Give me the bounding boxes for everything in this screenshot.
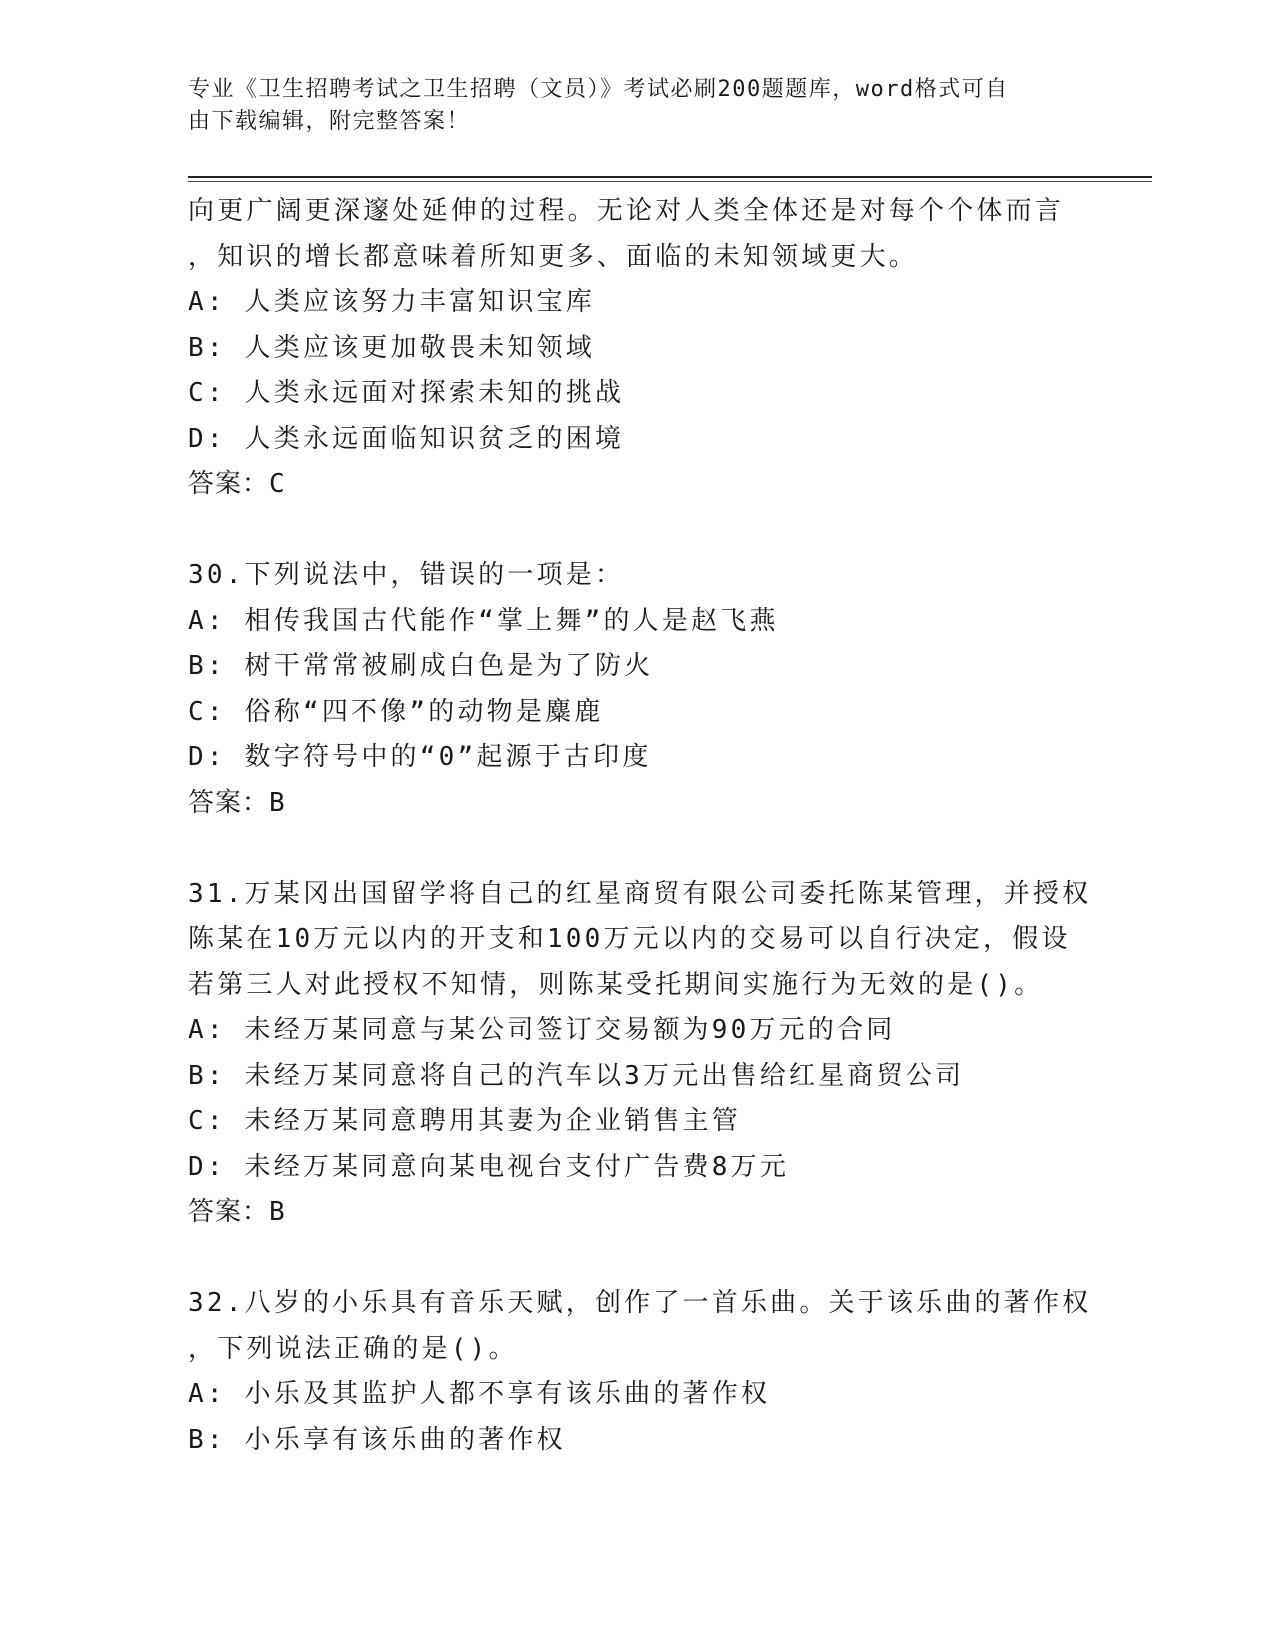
option-a: A: 人类应该努力丰富知识宝库 — [188, 287, 595, 317]
question-text-line: ，下列说法正确的是()。 — [188, 1333, 518, 1364]
option-a: A: 小乐及其监护人都不享有该乐曲的著作权 — [188, 1379, 771, 1409]
header-line-1: 专业《卫生招聘考试之卫生招聘（文员）》考试必刷200题题库，word格式可自 — [188, 77, 1009, 102]
spacer — [188, 508, 1088, 554]
header-divider-thin — [188, 181, 1152, 182]
option-d: D: 数字符号中的“0”起源于古印度 — [188, 742, 652, 772]
answer-line: 答案：B — [188, 787, 286, 818]
answer-line: 答案：B — [188, 1197, 286, 1227]
spacer — [188, 1236, 1088, 1282]
option-a: A: 相传我国古代能作“掌上舞”的人是赵飞燕 — [188, 605, 779, 636]
question-text-line: 31.万某冈出国留学将自己的红星商贸有限公司委托陈某管理，并授权 — [188, 878, 1092, 909]
answer-line: 答案：C — [188, 469, 286, 499]
document-header — [188, 74, 1068, 138]
header-line-2: 由下载编辑，附完整答案！ — [188, 109, 471, 134]
option-b: B: 树干常常被刷成白色是为了防火 — [188, 651, 654, 681]
spacer — [188, 826, 1088, 872]
header-divider-thick — [188, 176, 1152, 178]
option-b: B: 未经万某同意将自己的汽车以3万元出售给红星商贸公司 — [188, 1060, 965, 1091]
question-block-30 — [188, 553, 1088, 826]
option-d: D: 人类永远面临知识贫乏的困境 — [188, 423, 625, 454]
question-text-line: 若第三人对此授权不知情，则陈某受托期间实施行为无效的是()。 — [188, 969, 1044, 1000]
option-b: B: 人类应该更加敬畏未知领域 — [188, 332, 595, 363]
question-block-32 — [188, 1281, 1092, 1463]
question-text-line: ，知识的增长都意味着所知更多、面临的未知领域更大。 — [188, 241, 919, 272]
option-c: C: 未经万某同意聘用其妻为企业销售主管 — [188, 1106, 741, 1136]
question-block-continued — [188, 189, 1088, 508]
question-text-line: 向更广阔更深邃处延伸的过程。无论对人类全体还是对每个个体而言 — [188, 196, 1065, 226]
option-b: B: 小乐享有该乐曲的著作权 — [188, 1424, 566, 1455]
document-body — [188, 189, 1092, 1463]
question-text-line: 32.八岁的小乐具有音乐天赋，创作了一首乐曲。关于该乐曲的著作权 — [188, 1288, 1092, 1318]
option-c: C: 俗称“四不像”的动物是麋鹿 — [188, 696, 604, 727]
option-c: C: 人类永远面对探索未知的挑战 — [188, 378, 625, 408]
question-text-line: 陈某在10万元以内的开支和100万元以内的交易可以自行决定，假设 — [188, 924, 1071, 954]
question-text-line: 30.下列说法中，错误的一项是： — [188, 560, 625, 590]
option-a: A: 未经万某同意与某公司签订交易额为90万元的合同 — [188, 1015, 896, 1045]
question-block-31 — [188, 872, 1092, 1236]
option-d: D: 未经万某同意向某电视台支付广告费8万元 — [188, 1151, 790, 1182]
